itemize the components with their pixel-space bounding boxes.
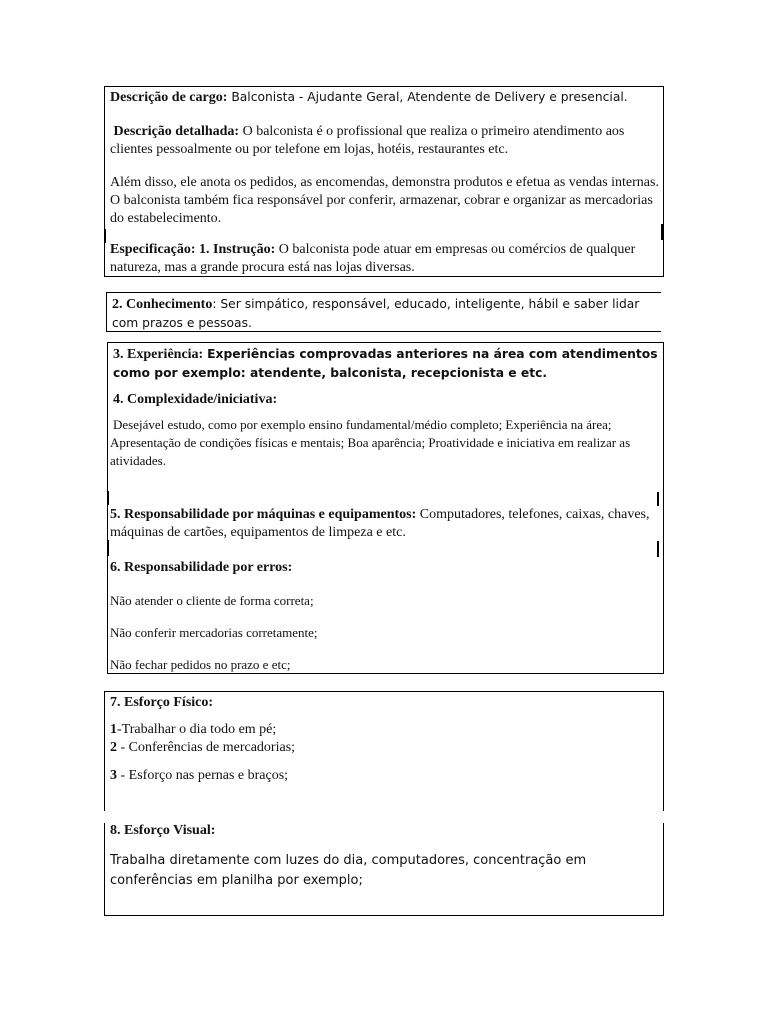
experiencia-line <box>113 345 658 382</box>
esforco-fisico-label: 7. Esforço Físico: <box>110 695 214 710</box>
erros-item: Não atender o cliente de forma correta; <box>110 593 314 608</box>
cargo-value: Balconista - Ajudante Geral, Atendente de Delivery e presencial. <box>231 90 628 104</box>
conhecimento-value: : Ser simpático, responsável, educado, inteligente, hábil e saber lidar com prazos e pessoas. <box>112 297 640 330</box>
divider-line <box>104 229 106 243</box>
esforco-fisico-heading <box>110 694 650 712</box>
divider-line <box>657 541 659 557</box>
especificacao-line <box>110 241 660 277</box>
maquinas-label: 5. Responsabilidade por máquinas e equipamentos: <box>110 507 417 522</box>
item-text: - Esforço nas pernas e braços; <box>117 768 289 783</box>
cargo-line <box>110 88 660 107</box>
esforco-visual-label: 8. Esforço Visual: <box>110 823 216 838</box>
item-text: -Trabalhar o dia todo em pé; <box>117 722 277 737</box>
maquinas-value: Computadores, telefones, caixas, chaves, máquinas de cartões, equipamentos de limpeza e etc. <box>110 507 650 540</box>
divider-line <box>107 540 109 556</box>
descricao-intro-text: O balconista é o profissional que realiza o primeiro atendimento aos clientes pessoalmente ou por telefone em lojas, hotéis, restaurantes etc. <box>110 124 625 157</box>
divider-line <box>661 224 663 240</box>
conhecimento-label: 2. Conhecimento <box>112 297 213 312</box>
esforco-fisico-item <box>110 721 650 739</box>
item-number: 2 <box>110 740 117 755</box>
erros-heading <box>110 559 650 577</box>
erros-item: Não fechar pedidos no prazo e etc; <box>110 657 291 672</box>
descricao-extra: Além disso, ele anota os pedidos, as encomendas, demonstra produtos e efetua as vendas internas. O balconista também fica responsável por conferir, armazenar, cobrar e organizar as mercadorias do estabelecimento. <box>110 175 659 226</box>
esforco-fisico-item <box>110 767 650 785</box>
descricao-intro <box>110 123 658 159</box>
esforco-visual-heading <box>110 822 650 840</box>
divider-line <box>657 492 659 506</box>
complexidade-text: Desejável estudo, como por exemplo ensino fundamental/médio completo; Experiência na área; Apresentação de condições físicas e mentais; Boa aparência; Proatividade e iniciativa em realizar as atividades. <box>110 417 631 468</box>
experiencia-label: 3. Experiência: <box>113 347 204 362</box>
erros-item: Não conferir mercadorias corretamente; <box>110 625 318 640</box>
esforco-fisico-item <box>110 739 650 757</box>
item-number: 1 <box>110 722 117 737</box>
item-text: - Conferências de mercadorias; <box>117 740 296 755</box>
item-number: 3 <box>110 768 117 783</box>
divider-line <box>107 491 109 505</box>
experiencia-value: Experiências comprovadas anteriores na área com atendimentos como por exemplo: atendente, balconista, recepcionista e etc. <box>113 347 658 380</box>
esforco-visual-text: Trabalha diretamente com luzes do dia, computadores, concentração em conferências em planilha por exemplo; <box>110 853 587 888</box>
erros-label: 6. Responsabilidade por erros: <box>110 560 293 575</box>
conhecimento-line <box>112 295 658 332</box>
especificacao-value: O balconista pode atuar em empresas ou comércios de qualquer natureza, mas a grande procura está nas lojas diversas. <box>110 242 636 275</box>
cargo-label: Descrição de cargo: <box>110 90 228 105</box>
complexidade-heading <box>113 391 653 409</box>
complexidade-label: 4. Complexidade/iniciativa: <box>113 392 278 407</box>
descricao-label: Descrição detalhada: <box>113 124 240 139</box>
especificacao-label: Especificação: 1. Instrução: <box>110 242 276 257</box>
maquinas-line <box>110 506 660 542</box>
